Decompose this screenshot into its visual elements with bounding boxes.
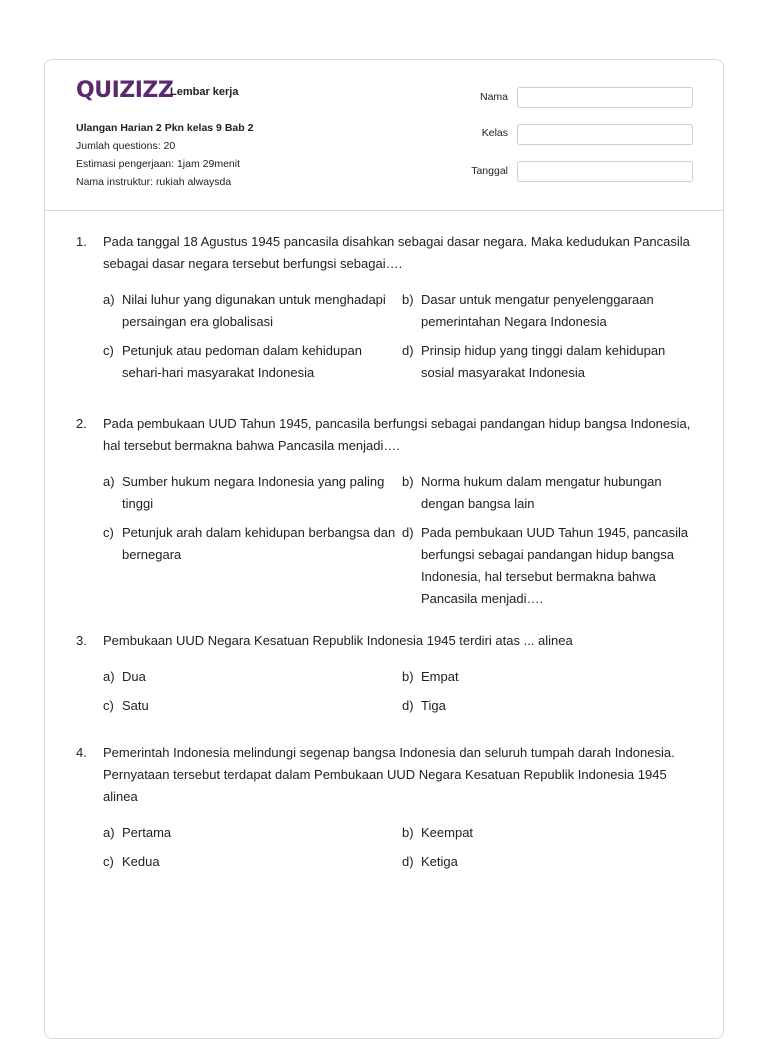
worksheet-header (45, 60, 723, 211)
option-c[interactable]: c) Petunjuk atau pedoman dalam kehidupan sehari-hari masyarakat Indonesia (103, 343, 362, 380)
option-a[interactable]: a) Nilai luhur yang digunakan untuk menghadapi persaingan era globalisasi (103, 292, 386, 329)
worksheet-label: Lembar kerja (170, 86, 239, 98)
question-text: Pemerintah Indonesia melindungi segenap bangsa Indonesia dan seluruh tumpah darah Indonesia. Pernyataan tersebut terdapat dalam Pembukaan UUD Negara Kesatuan Republik Indonesia 1945 alinea (103, 745, 675, 804)
question-text: Pembukaan UUD Negara Kesatuan Republik Indonesia 1945 terdiri atas ... alinea (103, 633, 573, 648)
class-label: Kelas (481, 127, 508, 139)
date-field[interactable] (517, 161, 693, 182)
name-label: Nama (479, 91, 508, 103)
date-label: Tanggal (471, 165, 508, 177)
option-b[interactable]: b) Keempat (402, 825, 474, 840)
option-a[interactable]: a) Dua (103, 669, 146, 684)
question-2 (76, 413, 696, 610)
name-field[interactable] (517, 87, 693, 108)
option-d[interactable]: d) Tiga (402, 698, 446, 713)
instructor-name: Nama instruktur: rukiah alwaysda (76, 176, 232, 188)
worksheet-page (44, 59, 724, 1039)
option-b[interactable]: b) Norma hukum dalam mengatur hubungan dengan bangsa lain (402, 474, 662, 511)
question-text: Pada pembukaan UUD Tahun 1945, pancasila berfungsi sebagai pandangan hidup bangsa Indonesia, hal tersebut bermakna bahwa Pancasila menjadi…. (103, 416, 691, 453)
option-d[interactable]: d) Ketiga (402, 854, 458, 869)
answer-options (103, 666, 696, 717)
class-field[interactable] (517, 124, 693, 145)
question-number: 4. (76, 745, 87, 760)
question-4 (76, 742, 696, 873)
answer-options (103, 289, 696, 384)
option-c[interactable]: c) Petunjuk arah dalam kehidupan berbangsa dan bernegara (103, 525, 396, 562)
option-a[interactable]: a) Pertama (103, 825, 172, 840)
question-1 (76, 231, 696, 384)
worksheet-meta (76, 119, 253, 191)
option-c[interactable]: c) Kedua (103, 854, 160, 869)
question-3 (76, 630, 696, 717)
question-number: 2. (76, 416, 87, 431)
option-b[interactable]: b) Empat (402, 669, 459, 684)
quizizz-logo: QUIZIZZ (76, 78, 174, 103)
question-number: 1. (76, 234, 87, 249)
option-c[interactable]: c) Satu (103, 698, 149, 713)
option-a[interactable]: a) Sumber hukum negara Indonesia yang paling tinggi (103, 474, 385, 511)
answer-options (103, 822, 696, 873)
question-number: 3. (76, 633, 87, 648)
question-text: Pada tanggal 18 Agustus 1945 pancasila disahkan sebagai dasar negara. Maka kedudukan Pancasila sebagai dasar negara tersebut berfungsi sebagai…. (103, 234, 690, 271)
option-b[interactable]: b) Dasar untuk mengatur penyelenggaraan pemerintahan Negara Indonesia (402, 292, 654, 329)
worksheet-title: Ulangan Harian 2 Pkn kelas 9 Bab 2 (76, 122, 254, 134)
answer-options (103, 471, 696, 610)
time-estimate: Estimasi pengerjaan: 1jam 29menit (76, 158, 241, 170)
questions-count: Jumlah questions: 20 (76, 140, 176, 152)
option-d[interactable]: d) Pada pembukaan UUD Tahun 1945, pancasila berfungsi sebagai pandangan hidup bangsa Indonesia, hal tersebut bermakna bahwa Pancasila menjadi…. (402, 525, 689, 606)
option-d[interactable]: d) Prinsip hidup yang tinggi dalam kehidupan sosial masyarakat Indonesia (402, 343, 666, 380)
question-list (76, 231, 696, 873)
